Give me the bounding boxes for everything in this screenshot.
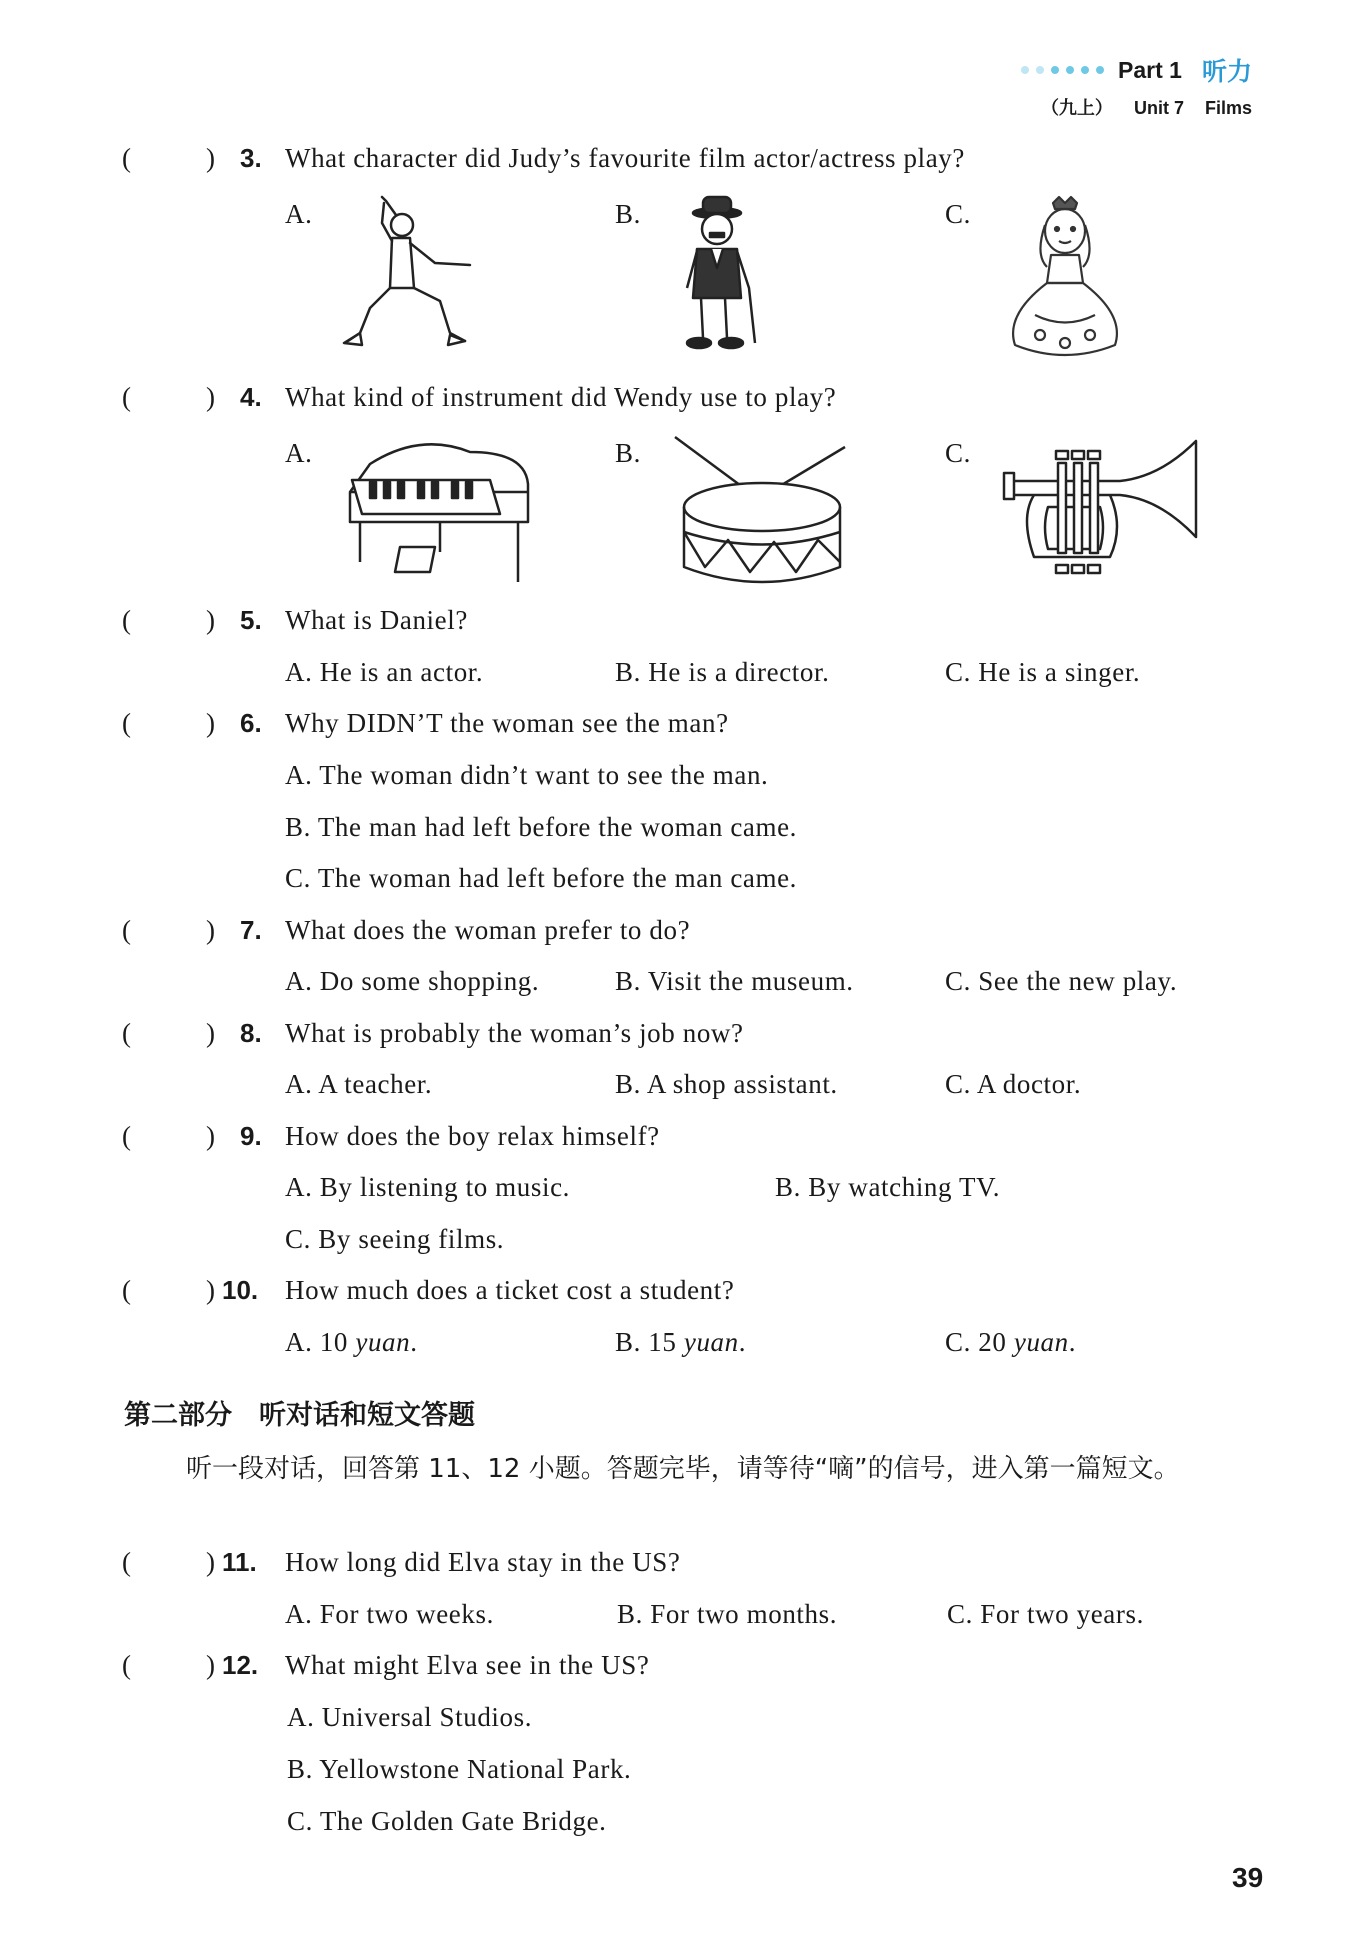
section-label: 听力 (1201, 57, 1252, 86)
question-number: 9. (240, 1121, 262, 1151)
question-text: What is Daniel? (285, 605, 468, 635)
option-b: B. Visit the museum. (615, 966, 854, 996)
option-b: B. (615, 199, 641, 229)
option-a: A. 10 yuan. (285, 1327, 418, 1357)
option-b: B. 15 yuan. (615, 1327, 747, 1357)
question-number: 4. (240, 382, 262, 412)
question-10: ( ) 10. How much does a ticket cost a student? (122, 1275, 735, 1305)
topic-label: Films (1204, 98, 1252, 118)
question-text: What might Elva see in the US? (285, 1650, 650, 1680)
option-c: C. The Golden Gate Bridge. (287, 1806, 607, 1836)
option-a: A. A teacher. (285, 1069, 433, 1099)
option-c: C. (945, 199, 971, 229)
question-9: ( ) 9. How does the boy relax himself? (122, 1121, 660, 1151)
trumpet-icon (1000, 437, 1200, 587)
question-number: 7. (240, 915, 262, 945)
question-5: ( ) 5. What is Daniel? (122, 605, 468, 635)
question-text: How does the boy relax himself? (285, 1121, 660, 1151)
question-number: 6. (240, 708, 262, 738)
page-header (1021, 52, 1252, 120)
question-number: 12. (222, 1650, 259, 1680)
question-number: 11. (222, 1547, 257, 1577)
piano-icon (340, 432, 535, 587)
question-text: What character did Judy’s favourite film actor/actress play? (285, 143, 965, 173)
question-number: 10. (222, 1275, 259, 1305)
part-label: Part 1 (1118, 56, 1182, 83)
option-c: C. (945, 438, 971, 468)
option-a: A. (285, 438, 313, 468)
question-11: ( ) 11. How long did Elva stay in the US? (122, 1547, 681, 1577)
kungfu-actor-icon (340, 193, 490, 353)
question-7: ( ) 7. What does the woman prefer to do? (122, 915, 691, 945)
page-number: 39 (1232, 1862, 1264, 1893)
option-a: A. (285, 199, 313, 229)
option-a: A. The woman didn’t want to see the man. (285, 760, 769, 790)
option-b: B. A shop assistant. (615, 1069, 838, 1099)
question-number: 3. (240, 143, 262, 173)
grade-label: （九上） (1040, 98, 1113, 118)
option-c: C. The woman had left before the man came. (285, 863, 798, 893)
question-number: 8. (240, 1018, 262, 1048)
option-a: A. Universal Studios. (287, 1702, 533, 1732)
question-text: How long did Elva stay in the US? (285, 1547, 681, 1577)
option-a: A. By listening to music. (285, 1172, 570, 1202)
question-text: What kind of instrument did Wendy use to play? (285, 382, 837, 412)
option-b: B. For two months. (617, 1599, 838, 1629)
option-c: C. For two years. (947, 1599, 1144, 1629)
charlie-chaplin-icon (665, 193, 775, 358)
question-text: What does the woman prefer to do? (285, 915, 691, 945)
option-a: A. For two weeks. (285, 1599, 494, 1629)
princess-icon (995, 195, 1135, 365)
drum-icon (670, 432, 855, 592)
question-12: ( ) 12. What might Elva see in the US? (122, 1650, 650, 1680)
question-text: How much does a ticket cost a student? (285, 1275, 735, 1305)
option-b: B. (615, 438, 641, 468)
option-b: B. By watching TV. (775, 1172, 1001, 1202)
unit-label: Unit 7 (1133, 98, 1184, 118)
option-c: C. He is a singer. (945, 657, 1141, 687)
question-number: 5. (240, 605, 262, 635)
option-c: C. By seeing films. (285, 1224, 505, 1254)
question-4: ( ) 4. What kind of instrument did Wendy use to play? (122, 382, 837, 412)
decorative-dots (1021, 66, 1104, 74)
question-text: Why DIDN’T the woman see the man? (285, 708, 729, 738)
option-a: A. He is an actor. (285, 657, 484, 687)
option-c: C. 20 yuan. (945, 1327, 1077, 1357)
question-3: ( ) 3. What character did Judy’s favourite film actor/actress play? (122, 143, 965, 173)
option-b: B. He is a director. (615, 657, 830, 687)
question-6: ( ) 6. Why DIDN’T the woman see the man? (122, 708, 729, 738)
section-instruction: 听一段对话，回答第 11、12 小题。答题完毕，请等待“嘀”的信号，进入第一篇短文。 (186, 1454, 1180, 1484)
option-b: B. The man had left before the woman came. (285, 812, 798, 842)
option-c: C. A doctor. (945, 1069, 1082, 1099)
option-a: A. Do some shopping. (285, 966, 540, 996)
question-text: What is probably the woman’s job now? (285, 1018, 744, 1048)
section-title: 第二部分 听对话和短文答题 (124, 1400, 475, 1431)
question-8: ( ) 8. What is probably the woman’s job now? (122, 1018, 744, 1048)
option-b: B. Yellowstone National Park. (287, 1754, 632, 1784)
option-c: C. See the new play. (945, 966, 1178, 996)
